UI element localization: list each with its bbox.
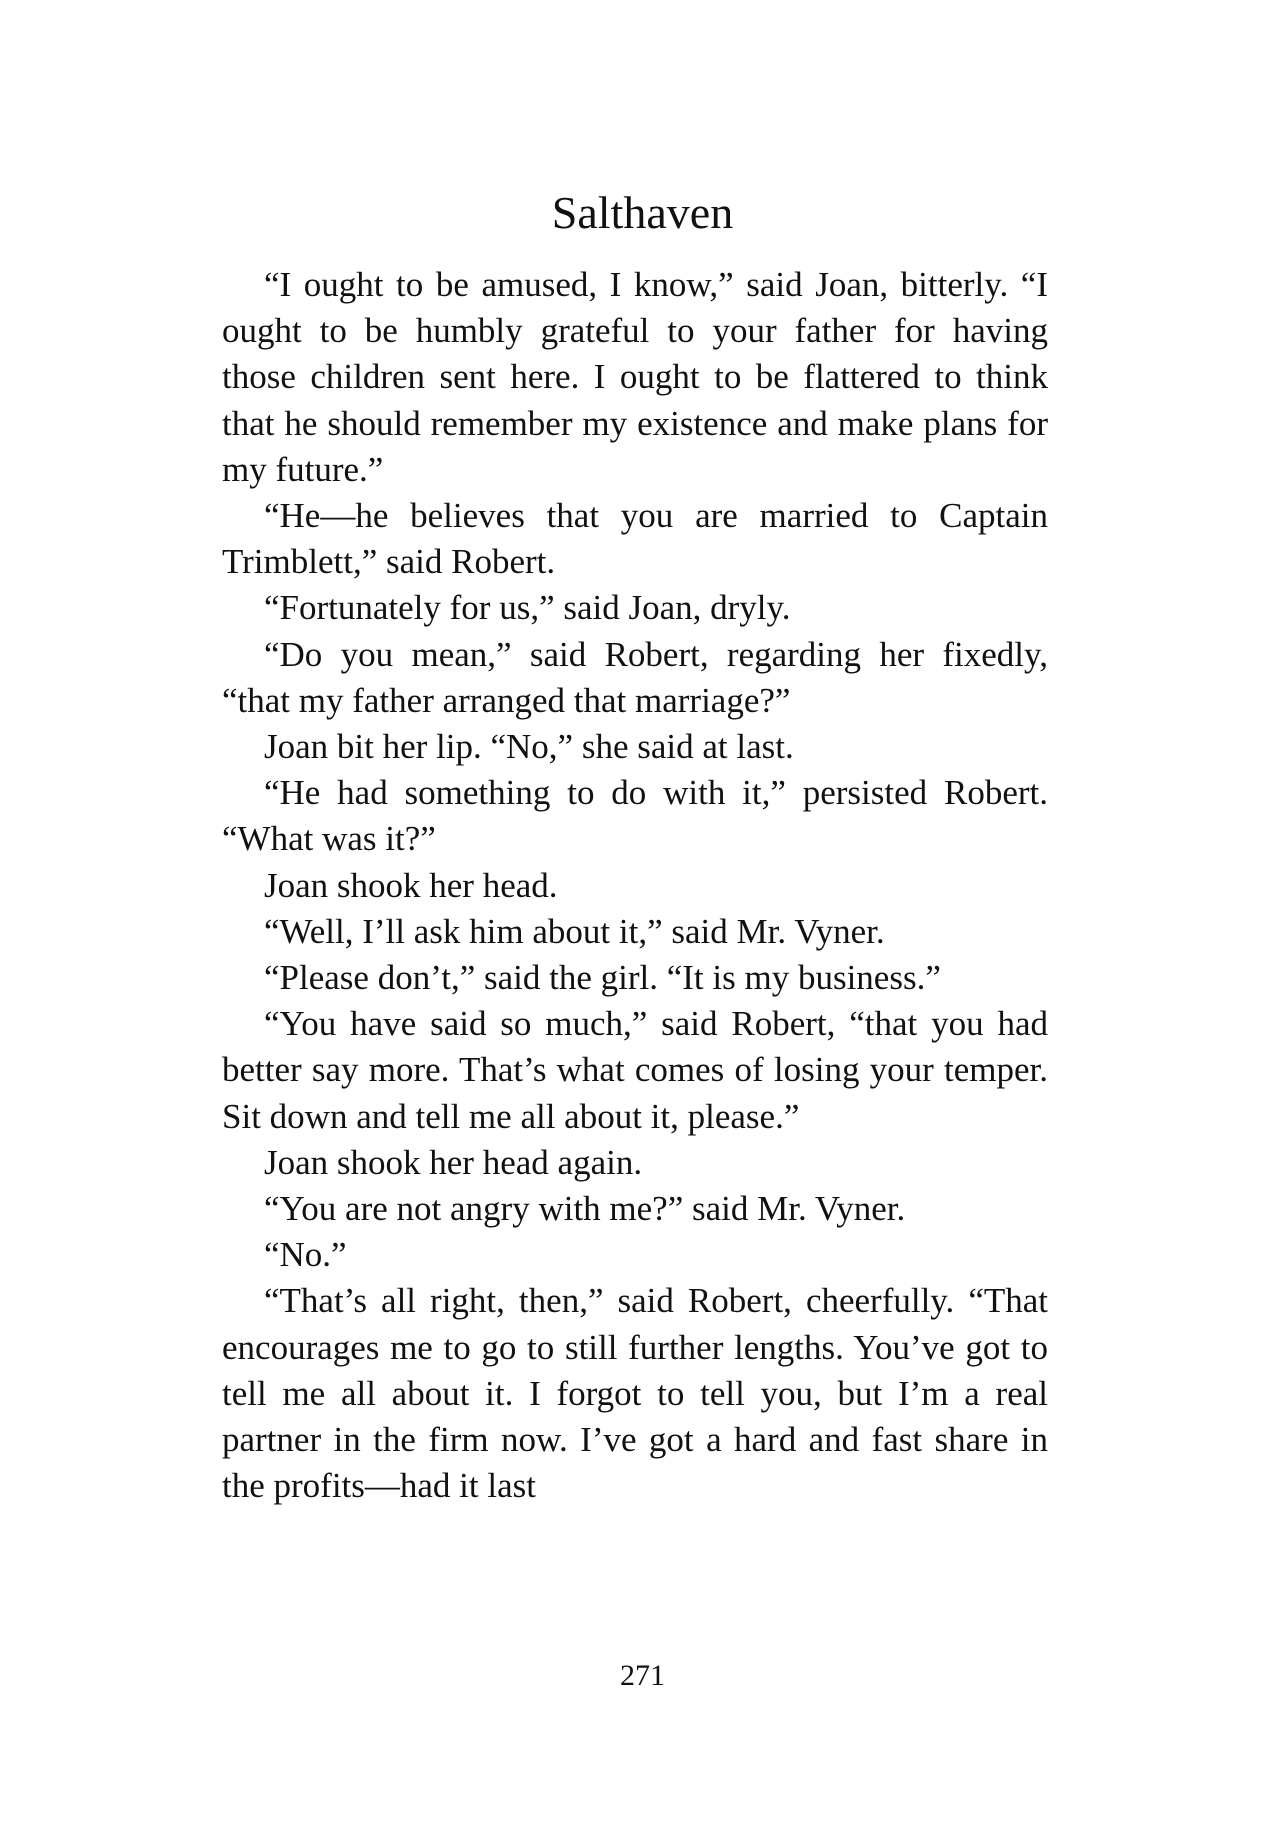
paragraph: “He—he believes that you are married to Captain Trimblett,” said Robert. bbox=[222, 496, 1048, 582]
paragraph: “Do you mean,” said Robert, regarding her fixedly, “that my father arranged that marriage?” bbox=[222, 634, 1048, 720]
paragraph: Joan shook her head again. bbox=[264, 1142, 643, 1182]
paragraph: Joan bit her lip. “No,” she said at last. bbox=[264, 727, 794, 767]
paragraph: “Fortunately for us,” said Joan, dryly. bbox=[264, 588, 791, 628]
paragraph: “Please don’t,” said the girl. “It is my business.” bbox=[264, 958, 941, 998]
page-number: 271 bbox=[620, 1659, 665, 1692]
paragraph: Joan shook her head. bbox=[264, 865, 558, 905]
paragraph: “I ought to be amused, I know,” said Joan, bitterly. “I ought to be humbly grateful to your father for having those children sent here. I ought to be flattered to think that he should remember my existence and make plans for my future.” bbox=[222, 265, 1048, 489]
running-head: Salthaven bbox=[551, 187, 734, 238]
body-text bbox=[222, 262, 1048, 1509]
paragraph: “That’s all right, then,” said Robert, cheerfully. “That encourages me to go to still further lengths. You’ve got to tell me all about it. I forgot to tell you, but I’m a real partner in the firm now. I’ve got a hard and fast share in the profits—had it last bbox=[222, 1281, 1048, 1506]
paragraph: “You have said so much,” said Robert, “that you had better say more. That’s what comes of losing your temper. Sit down and tell me all about it, please.” bbox=[222, 1004, 1048, 1136]
paragraph: “You are not angry with me?” said Mr. Vyner. bbox=[264, 1189, 906, 1229]
paragraph: “Well, I’ll ask him about it,” said Mr. Vyner. bbox=[264, 911, 885, 951]
paragraph: “He had something to do with it,” persisted Robert. “What was it?” bbox=[222, 773, 1048, 859]
paragraph: “No.” bbox=[264, 1235, 347, 1275]
